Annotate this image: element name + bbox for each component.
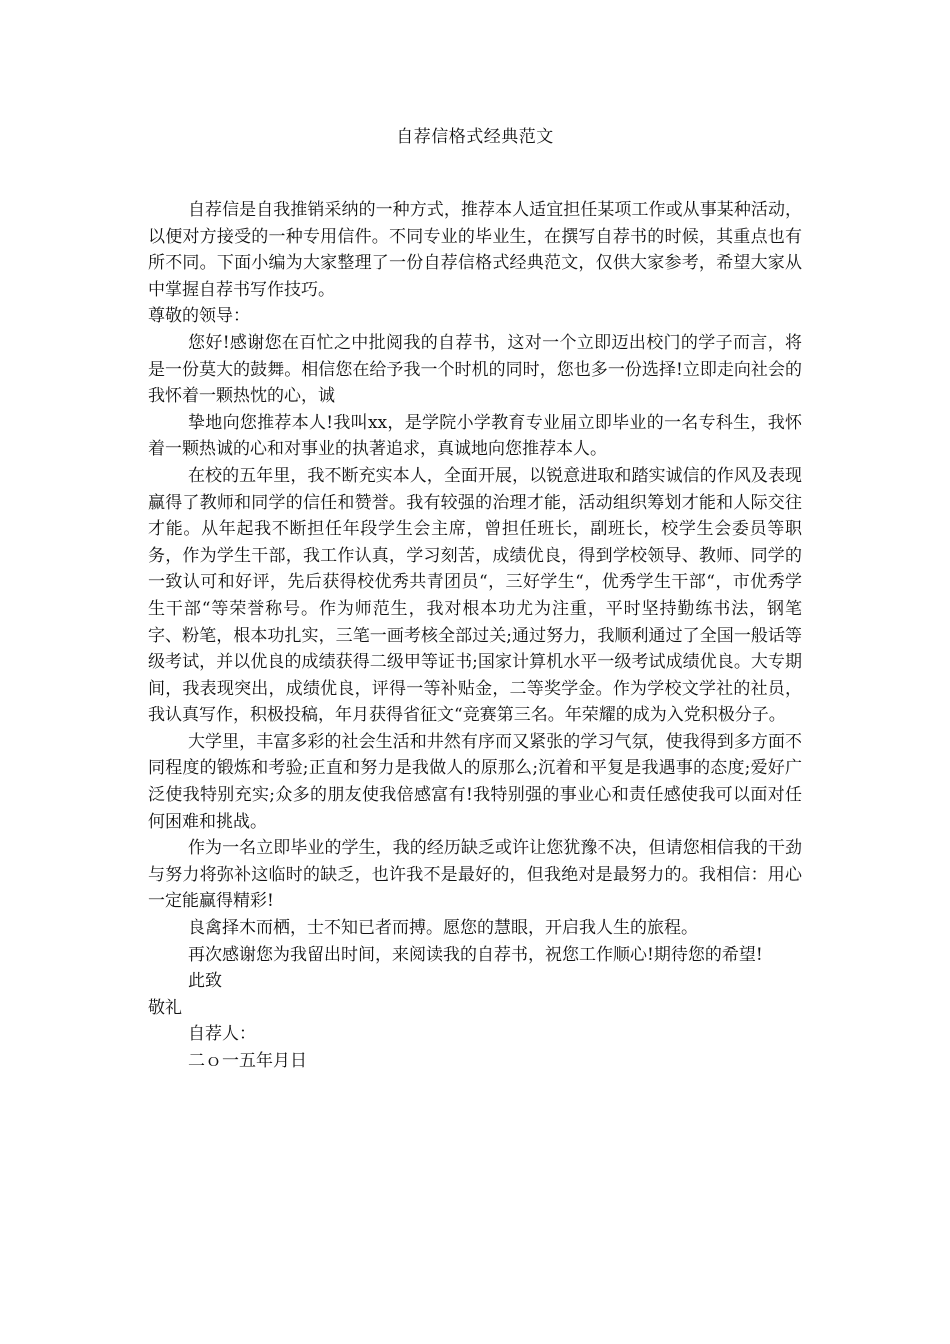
body-paragraph: 良禽择木而栖，士不知已者而搏。愿您的慧眼，开启我人生的旅程。 bbox=[188, 918, 698, 939]
body-paragraph: 再次感谢您为我留出时间，来阅读我的自荐书，祝您工作顺心!期待您的希望! bbox=[188, 944, 763, 965]
salutation: 尊敬的领导： bbox=[148, 306, 250, 327]
intro-paragraph: 自荐信是自我推销采纳的一种方式，推荐本人适宜担任某项工作或从事某种活动，以便对方接受的一种专用信件。不同专业的毕业生，在撰写自荐书的时候，其重点也有所不同。下面小编为大家整理了一份自荐信格式经典范文，仅供大家参考，希望大家从中掌握自荐书写作技巧。 bbox=[148, 200, 802, 300]
date-line: 二ｏ一五年月日 bbox=[188, 1051, 307, 1071]
document-title: 自荐信格式经典范文 bbox=[396, 127, 554, 147]
signature-line: 自荐人： bbox=[188, 1024, 256, 1045]
body-paragraph: 您好!感谢您在百忙之中批阅我的自荐书，这对一个立即迈出校门的学子而言，将是一份莫大的鼓舞。相信您在给予我一个时机的同时，您也多一份选择!立即走向社会的我怀着一颗热忱的心，诚 bbox=[148, 332, 802, 407]
body-paragraph: 大学里，丰富多彩的社会生活和井然有序而又紧张的学习气氛，使我得到多方面不同程度的锻炼和考验;正直和努力是我做人的原那么;沉着和平复是我遇事的态度;爱好广泛使我特别充实;众多的朋友使我倍感富有!我特别强的事业心和责任感使我可以面对任何困难和挑战。 bbox=[148, 731, 802, 832]
body-paragraph: 在校的五年里，我不断充实本人，全面开展，以锐意进取和踏实诚信的作风及表现赢得了教师和同学的信任和赞誉。我有较强的治理才能，活动组织筹划才能和人际交往才能。从年起我不断担任年段学生会主席，曾担任班长，副班长，校学生会委员等职务，作为学生干部，我工作认真，学习刻苦，成绩优良，得到学校领导、教师、同学的一致认可和好评，先后获得校优秀共青团员“，三好学生“，优秀学生干部“，市优秀学生干部“等荣誉称号。作为师范生，我对根本功尤为注重，平时坚持勤练书法，钢笔字、粉笔，根本功扎实，三笔一画考核全部过关;通过努力，我顺利通过了全国一般话等级考试，并以优良的成绩获得二级甲等证书;国家计算机水平一级考试成绩优良。大专期间，我表现突出，成绩优良，评得一等补贴金，二等奖学金。作为学校文学社的社员，我认真写作，积极投稿，年月获得省征文“竞赛第三名。年荣耀的成为入党积极分子。 bbox=[148, 465, 802, 726]
closing-regards: 敬礼 bbox=[148, 997, 182, 1018]
closing-line: 此致 bbox=[188, 971, 222, 992]
body-paragraph: 挚地向您推荐本人!我叫xx，是学院小学教育专业届立即毕业的一名专科生，我怀着一颗热诚的心和对事业的执著追求，真诚地向您推荐本人。 bbox=[148, 412, 802, 460]
body-paragraph: 作为一名立即毕业的学生，我的经历缺乏或许让您犹豫不决，但请您相信我的干劲与努力将弥补这临时的缺乏，也许我不是最好的，但我绝对是最努力的。我相信：用心一定能赢得精彩! bbox=[148, 838, 802, 912]
document-body bbox=[148, 197, 802, 1075]
